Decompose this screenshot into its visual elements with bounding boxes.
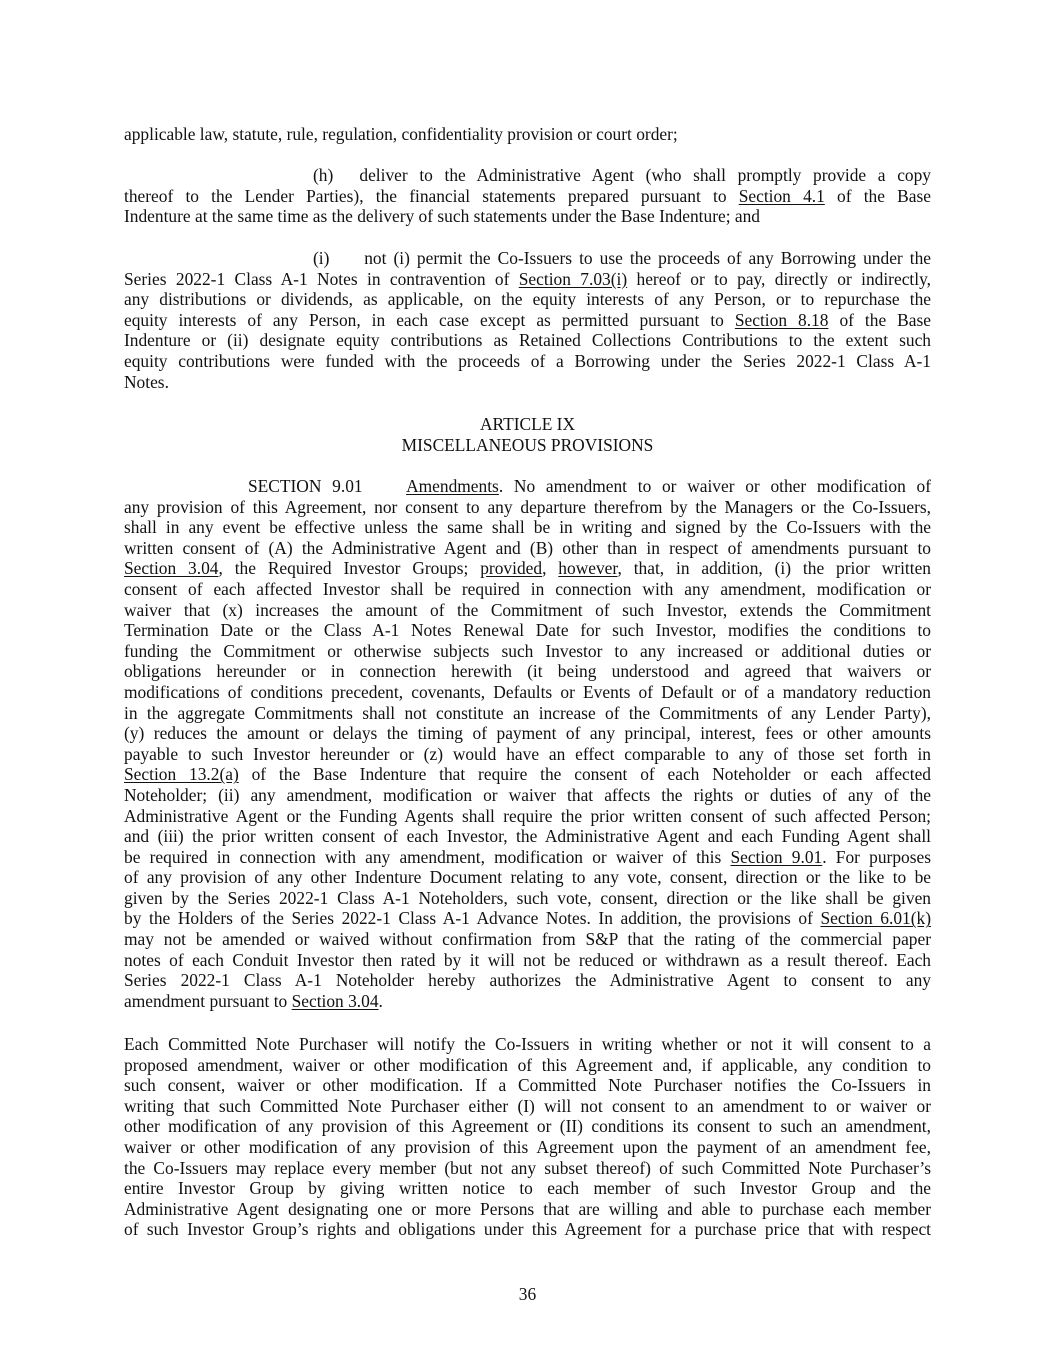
text-line: Each Committed Note Purchaser will notify the Co-Issuers in writing whether or not it will consent to a bbox=[124, 1034, 931, 1054]
text-span: , the Required Investor Groups; bbox=[218, 558, 481, 579]
text-span: . bbox=[378, 990, 383, 1011]
clause-g-continuation bbox=[124, 124, 931, 145]
section-heading: Amendments bbox=[406, 476, 499, 496]
text-line: Administrative Agent or the Funding Agents shall require the prior written consent of such affected Person; bbox=[124, 805, 931, 826]
text-line: in the aggregate Commitments shall not constitute an increase of the Commitments of any Lender Party), bbox=[124, 702, 931, 723]
article-heading bbox=[124, 414, 931, 455]
text-line: Notes. bbox=[124, 371, 169, 392]
text-line bbox=[124, 186, 931, 207]
text-span: of the Base Indenture that require the consent of each Noteholder or each affected bbox=[238, 764, 931, 785]
text-line: modifications of conditions precedent, covenants, Defaults or Events of Default or of a mandatory reduction bbox=[124, 681, 931, 702]
text-span: by the Holders of the Series 2022-1 Class A-1 Advance Notes. In addition, the provisions of bbox=[124, 908, 821, 929]
text-line: entire Investor Group by giving written notice to each member of such Investor Group and the bbox=[124, 1178, 931, 1199]
text-line: Indenture at the same time as the delivery of such statements under the Base Indenture; and bbox=[124, 206, 760, 227]
clause-marker: (h) bbox=[313, 165, 334, 185]
text-line: of such Investor Group’s rights and obligations under this Agreement for a purchase price that with respect bbox=[124, 1219, 931, 1240]
section-9-01 bbox=[124, 476, 931, 1011]
text-line bbox=[124, 248, 931, 269]
text-line: waiver that (x) increases the amount of the Commitment of such Investor, extends the Commitment bbox=[124, 599, 931, 620]
text-line bbox=[124, 764, 931, 785]
text-line: Termination Date or the Class A-1 Notes Renewal Date for such Investor, modifies the conditions to bbox=[124, 620, 931, 641]
text-span: . For purposes bbox=[822, 846, 931, 867]
text-span: equity interests of any Person, in each case except as permitted pursuant to bbox=[124, 309, 735, 330]
text-span: . No amendment to or waiver or other modification of bbox=[498, 476, 931, 496]
text-span: be required in connection with any amendment, modification or waiver of this bbox=[124, 846, 731, 867]
section-reference: Section 8.18 bbox=[734, 309, 829, 330]
text-line: other modification of any provision of this Agreement or (II) conditions its consent to such an amendment, bbox=[124, 1116, 931, 1137]
text-line: applicable law, statute, rule, regulation, confidentiality provision or court order; bbox=[124, 124, 678, 144]
text-line bbox=[124, 269, 931, 290]
text-span: of the Base bbox=[828, 309, 931, 330]
defined-term: provided bbox=[480, 558, 543, 579]
text-span: deliver to the Administrative Agent (who shall promptly provide a copy bbox=[359, 165, 931, 185]
text-line: Administrative Agent designating one or more Persons that are willing and able to purchase each member bbox=[124, 1198, 931, 1219]
text-line: of any provision of any other Indenture Document relating to any vote, consent, direction or the like to be bbox=[124, 867, 931, 888]
text-line bbox=[124, 908, 931, 929]
text-span: , that, in addition, (i) the prior written bbox=[617, 558, 931, 579]
section-reference: Section 3.04 bbox=[291, 990, 379, 1011]
text-line bbox=[124, 847, 931, 868]
article-title: MISCELLANEOUS PROVISIONS bbox=[401, 434, 654, 455]
text-line: the Co-Issuers may replace every member (but not any subset thereof) of such Committed Note Purchaser’s bbox=[124, 1157, 931, 1178]
section-reference: Section 6.01(k) bbox=[820, 908, 931, 929]
clause-i bbox=[124, 248, 931, 392]
text-line: equity contributions were funded with the proceeds of a Borrowing under the Series 2022-1 Class A-1 bbox=[124, 350, 931, 371]
text-line: obligations hereunder or in connection herewith (it being understood and agreed that waivers or bbox=[124, 661, 931, 682]
text-line: proposed amendment, waiver or other modification of this Agreement and, if applicable, any condition to bbox=[124, 1054, 931, 1075]
section-reference: Section 9.01 bbox=[730, 846, 823, 867]
text-span: not (i) permit the Co-Issuers to use the proceeds of any Borrowing under the bbox=[364, 248, 931, 268]
text-span: , bbox=[542, 558, 559, 579]
text-line: notes of each Conduit Investor then rated by it will not be reduced or withdrawn as a result thereof. Each bbox=[124, 949, 931, 970]
page-number: 36 bbox=[518, 1284, 537, 1304]
section-label: SECTION 9.01 bbox=[248, 476, 363, 496]
text-line bbox=[124, 558, 931, 579]
text-line: any distributions or dividends, as applicable, on the equity interests of any Person, or to repurchase the bbox=[124, 289, 931, 310]
section-reference: Section 3.04 bbox=[124, 558, 219, 579]
text-line: Noteholder; (ii) any amendment, modification or waiver that affects the rights or duties of any of the bbox=[124, 784, 931, 805]
article-number: ARTICLE IX bbox=[479, 414, 576, 434]
text-span: Series 2022-1 Class A-1 Notes in contravention of bbox=[124, 268, 519, 289]
clause-marker: (i) bbox=[313, 248, 330, 268]
text-line bbox=[124, 991, 931, 1012]
text-line: waiver or other modification of any provision of this Agreement upon the payment of an amendment fee, bbox=[124, 1136, 931, 1157]
committed-note-purchaser-paragraph bbox=[124, 1034, 931, 1240]
text-line: given by the Series 2022-1 Class A-1 Noteholders, such vote, consent, direction or the like shall be given bbox=[124, 887, 931, 908]
text-line bbox=[124, 476, 931, 497]
text-line: payable to such Investor hereunder or (z) would have an effect comparable to any of those set forth in bbox=[124, 743, 931, 764]
clause-h bbox=[124, 165, 931, 227]
text-line: such consent, waiver or other modification. If a Committed Note Purchaser notifies the Co-Issuers in bbox=[124, 1075, 931, 1096]
text-span: hereof or to pay, directly or indirectly, bbox=[627, 268, 931, 289]
text-span: amendment pursuant to bbox=[124, 990, 292, 1011]
text-line: Series 2022-1 Class A-1 Noteholder hereby authorizes the Administrative Agent to consent to any bbox=[124, 970, 931, 991]
section-reference: Section 7.03(i) bbox=[518, 268, 628, 289]
text-line: consent of each affected Investor shall be required in connection with any amendment, modification or bbox=[124, 578, 931, 599]
text-line bbox=[124, 165, 931, 186]
text-line: any provision of this Agreement, nor consent to any departure therefrom by the Managers or the Co-Issuers, bbox=[124, 496, 931, 517]
text-line: shall in any event be effective unless the same shall be in writing and signed by the Co-Issuers with the bbox=[124, 517, 931, 538]
text-line: may not be amended or waived without confirmation from S&P that the rating of the commercial paper bbox=[124, 929, 931, 950]
text-line: (y) reduces the amount or delays the timing of payment of any principal, interest, fees or other amounts bbox=[124, 723, 931, 744]
text-line: writing that such Committed Note Purchaser either (I) will not consent to an amendment to or waiver or bbox=[124, 1095, 931, 1116]
text-line: Indenture or (ii) designate equity contributions as Retained Collections Contributions to the extent such bbox=[124, 330, 931, 351]
text-line bbox=[124, 310, 931, 331]
text-span: of the Base bbox=[824, 185, 931, 206]
section-reference: Section 4.1 bbox=[738, 185, 825, 206]
text-span: thereof to the Lender Parties), the financial statements prepared pursuant to bbox=[124, 185, 739, 206]
defined-term: however bbox=[558, 558, 618, 579]
text-line: and (iii) the prior written consent of each Investor, the Administrative Agent and each Funding Agent shall bbox=[124, 826, 931, 847]
section-reference: Section 13.2(a) bbox=[124, 764, 239, 785]
text-line: funding the Commitment or otherwise subjects such Investor to any increased or additional duties or bbox=[124, 640, 931, 661]
text-line: written consent of (A) the Administrative Agent and (B) other than in respect of amendments pursuant to bbox=[124, 537, 931, 558]
